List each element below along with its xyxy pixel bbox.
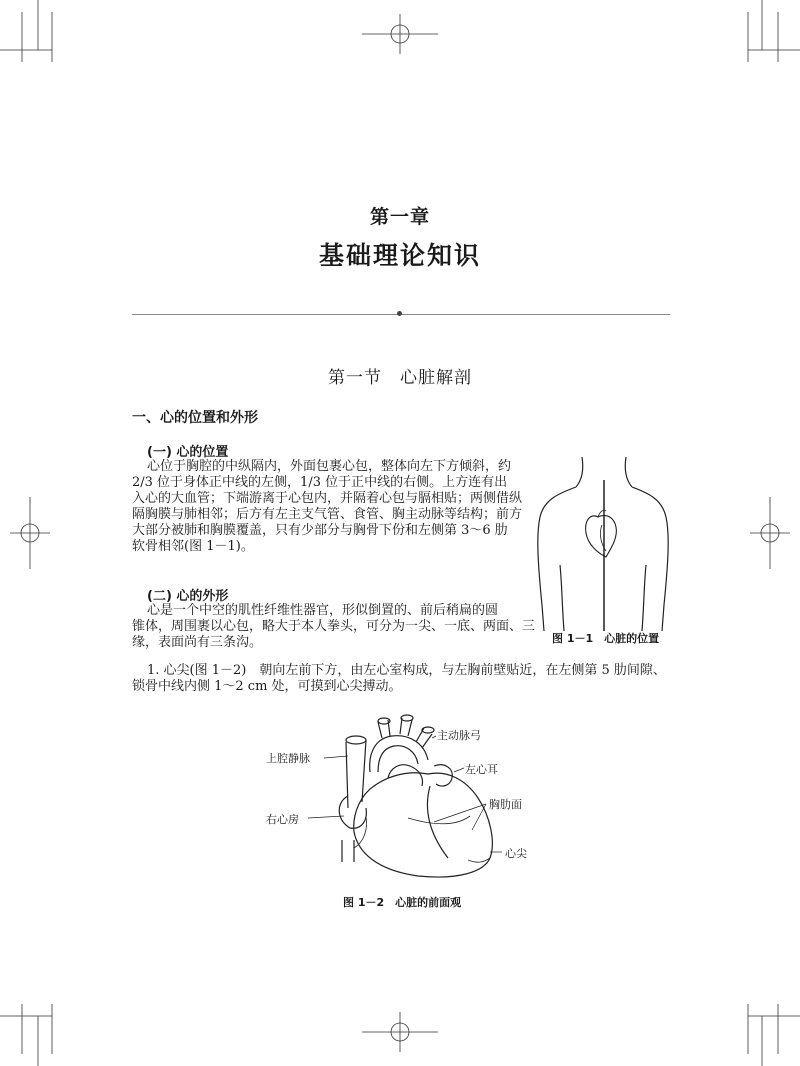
figure-2-caption: 图 1－2 心脏的前面观 — [343, 896, 462, 909]
label-left-auricle: 左心耳 — [465, 763, 498, 776]
divider-dot — [397, 311, 402, 316]
figure-1-caption: 图 1－1 心脏的位置 — [552, 632, 660, 645]
text-line: 锥体，周围裹以心包，略大于本人拳头，可分为一尖、一底、两面、三 — [132, 619, 536, 634]
text-line: 大部分被肺和胸膜覆盖，只有少部分与胸骨下份和左侧第 3～6 肋 — [132, 523, 508, 538]
text-line: 锁骨中线内侧 1～2 cm 处，可摸到心尖搏动。 — [132, 679, 402, 694]
paragraph-position — [132, 459, 522, 555]
text-line: 1. 心尖(图 1－2) 朝向左前下方，由左心室构成，与左胸前壁贴近，在左侧第 5 肋间隙、 — [147, 663, 666, 678]
chapter-title: 基础理论知识 — [318, 241, 481, 270]
label-sternocostal: 胸肋面 — [489, 798, 522, 811]
neck-right-line — [625, 457, 632, 487]
text-line: 心位于胸腔的中纵隔内，外面包裹心包，整体向左下方倾斜，约 — [147, 459, 512, 474]
paragraph-shape — [132, 603, 536, 651]
paragraph-apex — [132, 663, 672, 695]
subheading-position: (一) 心的位置 — [147, 445, 229, 460]
text-line: 隔胸膜与肺相邻；后方有左主支气管、食管、胸主动脉等结构；前方 — [132, 507, 523, 522]
text-line: 心是一个中空的肌性纤维性器官，形似倒置的、前后稍扁的圆 — [147, 603, 499, 618]
heading-position-shape: 一、心的位置和外形 — [132, 410, 258, 426]
chapter-label: 第一章 — [369, 206, 430, 228]
text-line: 2/3 位于身体正中线的左侧，1/3 位于正中线的右侧。上方连有出 — [132, 475, 508, 490]
label-aortic-arch: 主动脉弓 — [437, 729, 481, 742]
label-right-atrium: 右心房 — [266, 813, 299, 826]
label-svc: 上腔静脉 — [266, 752, 310, 765]
figure-heart-position — [532, 455, 674, 633]
section-title: 第一节 心脏解剖 — [328, 368, 472, 388]
text-line: 入心的大血管；下端游离于心包内，并隔着心包与膈相贴；两侧借纵 — [132, 491, 523, 506]
neck-left-line — [576, 457, 583, 487]
subheading-shape: (二) 心的外形 — [147, 589, 229, 604]
label-apex: 心尖 — [505, 847, 527, 860]
text-line: 软骨相邻(图 1－1)。 — [132, 539, 254, 554]
text-line: 缘，表面尚有三条沟。 — [132, 635, 263, 650]
